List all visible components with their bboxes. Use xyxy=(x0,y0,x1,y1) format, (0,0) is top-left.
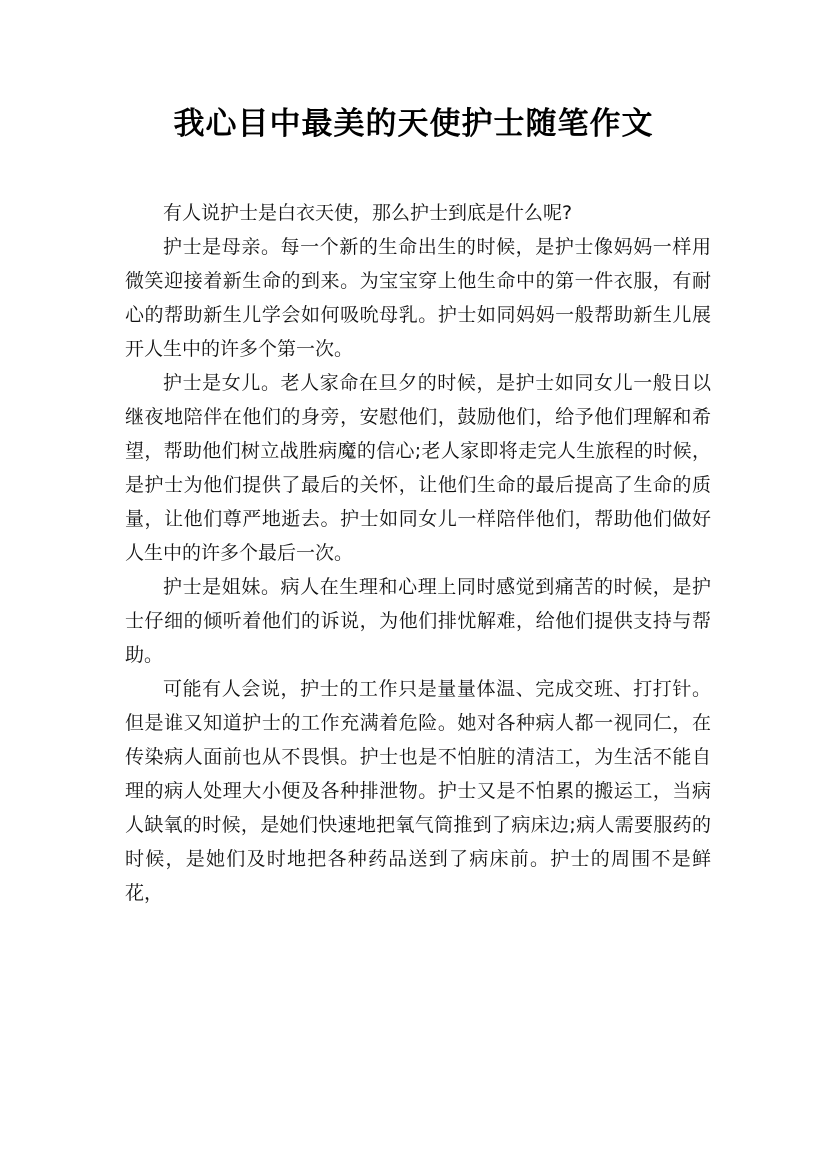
paragraph: 护士是姐妹。病人在生理和心理上同时感觉到痛苦的时候，是护士仔细的倾听着他们的诉说，为他们排忧解难，给他们提供支持与帮助。 xyxy=(125,576,711,666)
paragraph: 护士是女儿。老人家命在旦夕的时候，是护士如同女儿一般日以继夜地陪伴在他们的身旁，安慰他们，鼓励他们，给予他们理解和希望，帮助他们树立战胜病魔的信心;老人家即将走完人生旅程的时候，是护士为他们提供了最后的关怀，让他们生命的最后提高了生命的质量，让他们尊严地逝去。护士如同女儿一样陪伴他们，帮助他们做好人生中的许多个最后一次。 xyxy=(125,372,711,564)
document-title: 我心目中最美的天使护士随笔作文 xyxy=(173,106,654,142)
paragraph: 护士是母亲。每一个新的生命出生的时候，是护士像妈妈一样用微笑迎接着新生命的到来。为宝宝穿上他生命中的第一件衣服，有耐心的帮助新生儿学会如何吸吮母乳。护士如同妈妈一般帮助新生儿展开人生中的许多个第一次。 xyxy=(125,236,711,360)
document-body xyxy=(125,196,711,910)
paragraph: 可能有人会说，护士的工作只是量量体温、完成交班、打打针。但是谁又知道护士的工作充满着危险。她对各种病人都一视同仁，在传染病人面前也从不畏惧。护士也是不怕脏的清洁工，为生活不能自理的病人处理大小便及各种排泄物。护士又是不怕累的搬运工，当病人缺氧的时候，是她们快速地把氧气筒推到了病床边;病人需要服药的时候，是她们及时地把各种药品送到了病床前。护士的周围不是鲜花， xyxy=(125,678,711,904)
paragraph: 有人说护士是白衣天使，那么护士到底是什么呢? xyxy=(163,202,573,224)
